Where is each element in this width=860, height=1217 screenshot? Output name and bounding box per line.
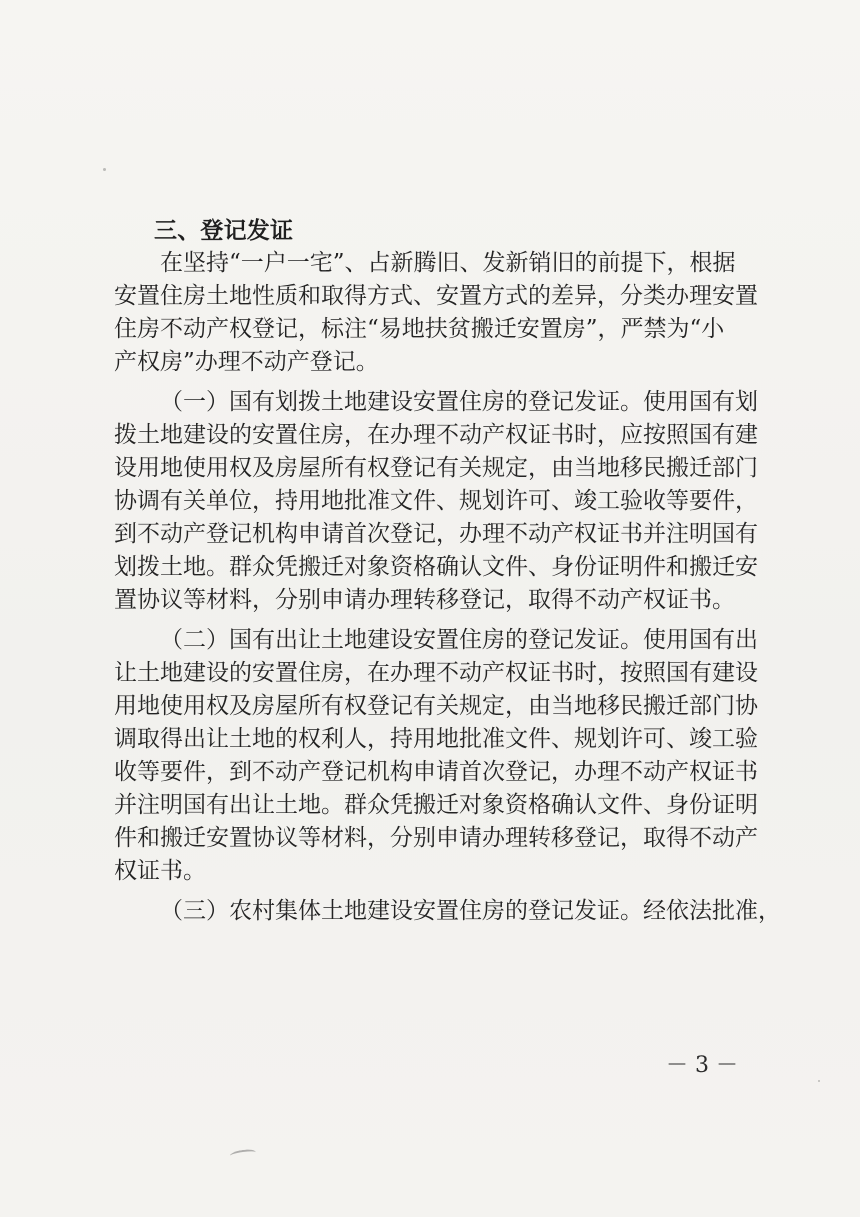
paragraph [114,247,758,379]
paragraph-line: 置协议等材料，分别申请办理转移登记，取得不动产权证书。 [114,587,735,613]
paragraph-line: 住房不动产权登记，标注“易地扶贫搬迁安置房”，严禁为“小 [114,316,725,342]
paragraph-line: 到不动产登记机构申请首次登记，办理不动产权证书并注明国有 [114,521,758,547]
paragraph-gap [114,888,724,895]
paragraph-line: 收等要件，到不动产登记机构申请首次登记，办理不动产权证书 [114,759,758,785]
paragraph-line: （三）农村集体土地建设安置住房的登记发证。经依法批准， [160,898,781,924]
paragraph-line: 协调有关单位，持用地批准文件、规划许可、竣工验收等要件， [114,488,758,514]
document-body [114,214,781,928]
section-heading: 三、登记发证 [154,217,294,244]
scan-mark [230,1148,257,1160]
paragraph-line: 用地使用权及房屋所有权登记有关规定，由当地移民搬迁部门协 [114,693,758,719]
scan-speck [103,168,106,171]
paragraph-gap [114,617,724,624]
paragraph-line: 设用地使用权及房屋所有权登记有关规定，由当地移民搬迁部门 [114,455,758,481]
paragraph-line: 调取得出让土地的权利人，持用地批准文件、规划许可、竣工验 [114,726,758,752]
paragraph-line: 让土地建设的安置住房，在办理不动产权证书时，按照国有建设 [114,660,758,686]
paragraph-line: 权证书。 [114,858,206,884]
paragraph-line: 在坚持“一户一宅”、占新腾旧、发新销旧的前提下，根据 [160,250,736,276]
paragraph [114,386,758,617]
paragraph-line: 安置住房土地性质和取得方式、安置方式的差异，分类办理安置 [114,283,758,309]
paragraph-line: 产权房”办理不动产登记。 [114,349,379,375]
paragraph-line: 拨土地建设的安置住房，在办理不动产权证书时，应按照国有建 [114,422,758,448]
paragraph-line: （二）国有出让土地建设安置住房的登记发证。使用国有出 [160,627,758,653]
paragraph-line: 划拨土地。群众凭搬迁对象资格确认文件、身份证明件和搬迁安 [114,554,758,580]
paragraph [114,624,758,888]
scan-speck [818,1080,820,1082]
paragraph-gap [114,379,724,386]
paragraph [114,895,781,928]
paragraph-line: （一）国有划拨土地建设安置住房的登记发证。使用国有划 [160,389,758,415]
page-number: － 3 － [666,1053,738,1078]
scan-speck [742,429,745,432]
paragraph-line: 件和搬迁安置协议等材料，分别申请办理转移登记，取得不动产 [114,825,758,851]
paragraph-line: 并注明国有出让土地。群众凭搬迁对象资格确认文件、身份证明 [114,792,758,818]
paragraph-list [114,247,781,928]
